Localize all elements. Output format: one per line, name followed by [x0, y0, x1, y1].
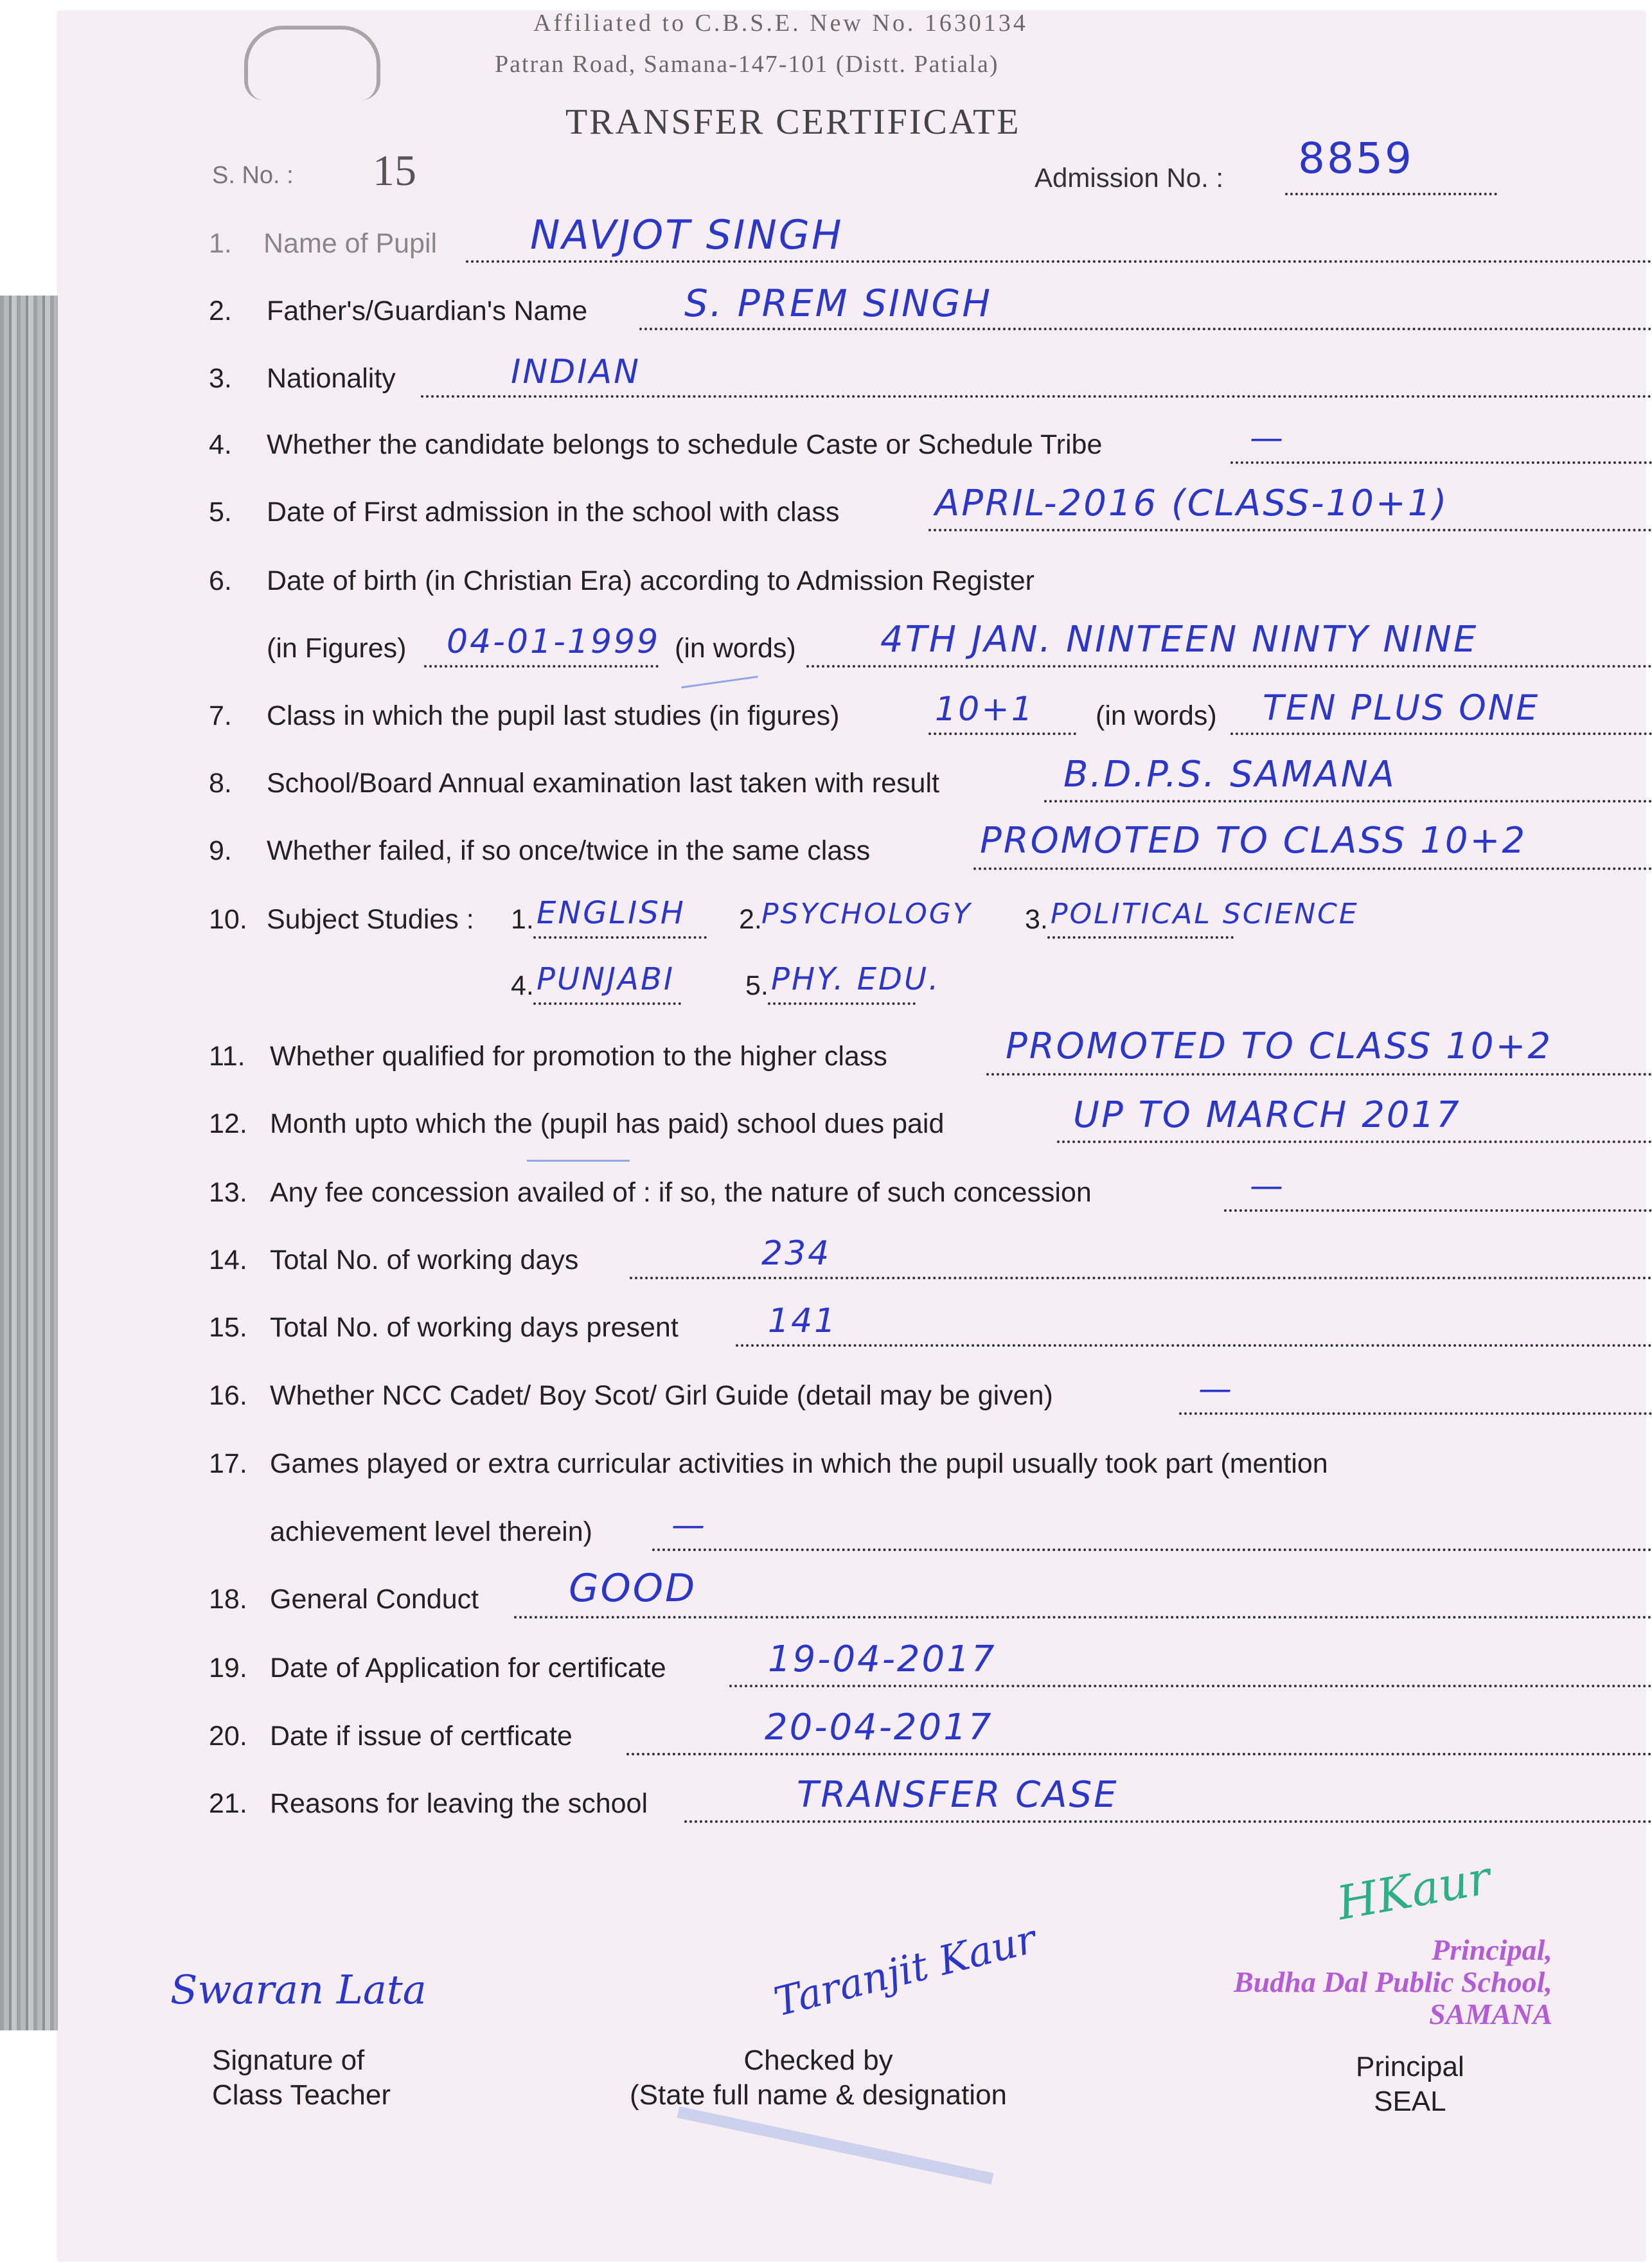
- field-label: Father's/Guardian's Name: [267, 296, 588, 326]
- field-dots: [639, 328, 1652, 330]
- last-exam-value: B.D.P.S. SAMANA: [1063, 754, 1396, 795]
- field-dots: [729, 1685, 1652, 1687]
- field-label: Name of Pupil: [263, 228, 438, 259]
- last-class-words-label: (in words): [1096, 700, 1217, 731]
- field-dots: [684, 1820, 1652, 1823]
- class-teacher-signature: Swaran Lata: [170, 1966, 427, 2013]
- ncc-value: —: [1198, 1370, 1234, 1408]
- field-dots: [424, 665, 659, 668]
- field-number: 13.: [209, 1177, 247, 1208]
- school-seal-stamp: [1234, 1934, 1552, 2030]
- field-dots: [1230, 461, 1652, 464]
- field-number: 3.: [209, 363, 232, 394]
- promotion-value: PROMOTED TO CLASS 10+2: [1006, 1025, 1553, 1067]
- checked-by-signature: Taranjit Kaur: [769, 1915, 1041, 2026]
- field-label: Nationality: [267, 363, 396, 394]
- field-dots: [986, 1073, 1652, 1076]
- fee-concession-value: —: [1250, 1167, 1285, 1205]
- caption-line: Checked by: [743, 2045, 893, 2076]
- field-label: Subject Studies :: [267, 904, 474, 935]
- field-label: Any fee concession availed of : if so, the nature of such concession: [270, 1177, 1092, 1208]
- admission-value: 8859: [1298, 134, 1414, 183]
- field-dots: [928, 732, 1076, 735]
- caste-value: —: [1250, 419, 1285, 457]
- field-dots: [1179, 1412, 1652, 1415]
- field-label: Date of birth (in Christian Era) according to Admission Register: [267, 565, 1035, 596]
- field-label: Total No. of working days: [270, 1245, 579, 1275]
- field-number: 7.: [209, 700, 232, 731]
- subject-1-value: ENGLISH: [537, 895, 686, 931]
- caption-line: SEAL: [1374, 2086, 1446, 2117]
- caption-line: Class Teacher: [212, 2079, 391, 2111]
- field-dots: [928, 529, 1652, 531]
- field-number: 21.: [209, 1788, 247, 1819]
- field-label: Whether the candidate belongs to schedule Caste or Schedule Tribe: [267, 429, 1103, 460]
- field-dots: [1057, 1140, 1652, 1143]
- caption-line: Principal: [1356, 2051, 1464, 2082]
- field-dots: [626, 1753, 1652, 1755]
- dob-words-value: 4TH JAN. NINTEEN NINTY NINE: [880, 619, 1479, 661]
- field-label: School/Board Annual examination last taken with result: [267, 768, 939, 799]
- field-dots: [768, 1002, 916, 1005]
- pen-mark: [527, 1160, 630, 1162]
- checked-by-caption: [630, 2043, 1007, 2113]
- field-number: 10.: [209, 904, 247, 935]
- subject-number: 2.: [739, 904, 762, 935]
- caption-line: (State full name & designation: [630, 2079, 1008, 2111]
- field-label: Date if issue of certficate: [270, 1721, 573, 1752]
- field-dots: [514, 1616, 1652, 1619]
- field-number: 19.: [209, 1653, 247, 1683]
- field-label: Total No. of working days present: [270, 1312, 679, 1343]
- leaving-reason-value: TRANSFER CASE: [797, 1774, 1119, 1816]
- field-label: Class in which the pupil last studies (in figures): [267, 700, 840, 731]
- scanner-edge-strip: [0, 296, 61, 2030]
- field-label: Games played or extra curricular activities in which the pupil usually took part (mention: [270, 1448, 1328, 1479]
- caption-line: Signature of: [212, 2045, 365, 2076]
- dob-words-label: (in words): [675, 633, 796, 664]
- admission-dots: [1285, 193, 1497, 195]
- subject-number: 1.: [511, 904, 534, 935]
- field-dots: [533, 936, 707, 939]
- field-dots: [806, 665, 1652, 668]
- dob-figures-label: (in Figures): [267, 633, 407, 664]
- field-dots: [466, 260, 1652, 263]
- serial-label: S. No. :: [212, 162, 294, 189]
- last-class-figures-value: 10+1: [935, 690, 1035, 729]
- field-number: 8.: [209, 768, 232, 799]
- field-label: Month upto which the (pupil has paid) school dues paid: [270, 1108, 945, 1139]
- field-dots: [1224, 1209, 1652, 1212]
- application-date-value: 19-04-2017: [768, 1638, 997, 1680]
- affiliation-line: Affiliated to C.B.S.E. New No. 1630134: [533, 10, 1028, 37]
- subject-number: 3.: [1025, 904, 1048, 935]
- pupil-name-value: NAVJOT SINGH: [530, 211, 844, 258]
- games-value: —: [671, 1506, 707, 1545]
- dob-figures-value: 04-01-1999: [447, 623, 661, 661]
- field-number: 15.: [209, 1312, 247, 1343]
- subject-4-value: PUNJABI: [537, 961, 675, 997]
- field-number: 2.: [209, 296, 232, 326]
- subject-number: 4.: [511, 970, 534, 1001]
- field-label: Whether qualified for promotion to the higher class: [270, 1041, 887, 1072]
- field-label: Whether failed, if so once/twice in the same class: [267, 835, 871, 866]
- conduct-value: GOOD: [569, 1566, 697, 1611]
- field-number: 18.: [209, 1584, 247, 1615]
- field-dots: [421, 395, 1652, 398]
- field-number: 4.: [209, 429, 232, 460]
- class-teacher-caption: [212, 2043, 391, 2113]
- principal-signature: HKaur: [1333, 1850, 1495, 1931]
- school-crest-icon: [244, 26, 380, 100]
- field-dots: [973, 867, 1652, 870]
- field-label: Date of First admission in the school with class: [267, 497, 840, 528]
- field-dots: [533, 1002, 681, 1005]
- field-number: 20.: [209, 1721, 247, 1752]
- field-label: achievement level therein): [270, 1516, 592, 1547]
- field-label: General Conduct: [270, 1584, 479, 1615]
- issue-date-value: 20-04-2017: [765, 1707, 993, 1748]
- field-label: Reasons for leaving the school: [270, 1788, 648, 1819]
- field-number: 5.: [209, 497, 232, 528]
- working-days-value: 234: [761, 1234, 831, 1273]
- subject-number: 5.: [745, 970, 768, 1001]
- seal-line: Principal,: [1432, 1933, 1552, 1966]
- address-line: Patran Road, Samana-147-101 (Distt. Patiala): [495, 51, 999, 78]
- field-number: 9.: [209, 835, 232, 866]
- subject-5-value: PHY. EDU.: [771, 961, 941, 997]
- last-class-words-value: TEN PLUS ONE: [1263, 688, 1540, 728]
- field-label: Date of Application for certificate: [270, 1653, 666, 1683]
- page-title: TRANSFER CERTIFICATE: [565, 102, 1021, 142]
- field-number: 14.: [209, 1245, 247, 1275]
- subject-2-value: PSYCHOLOGY: [761, 898, 972, 930]
- field-dots: [736, 1344, 1652, 1347]
- serial-value: 15: [373, 146, 416, 195]
- first-admission-value: APRIL-2016 (CLASS-10+1): [935, 483, 1449, 524]
- field-number: 17.: [209, 1448, 247, 1479]
- field-number: 16.: [209, 1380, 247, 1411]
- subject-3-value: POLITICAL SCIENCE: [1051, 898, 1359, 930]
- field-dots: [1047, 936, 1234, 939]
- failed-value: PROMOTED TO CLASS 10+2: [980, 820, 1527, 862]
- admission-label: Admission No. :: [1035, 163, 1224, 193]
- field-label: Whether NCC Cadet/ Boy Scot/ Girl Guide (detail may be given): [270, 1380, 1053, 1411]
- field-dots: [1044, 800, 1652, 803]
- field-number: 11.: [209, 1041, 245, 1072]
- seal-line: SAMANA: [1429, 1998, 1552, 2030]
- field-dots: [630, 1277, 1652, 1279]
- principal-caption: [1356, 2050, 1464, 2119]
- field-number: 1.: [209, 228, 232, 259]
- guardian-name-value: S. PREM SINGH: [684, 281, 992, 325]
- field-dots: [652, 1549, 1652, 1551]
- dues-paid-value: UP TO MARCH 2017: [1073, 1094, 1461, 1136]
- field-dots: [1230, 732, 1652, 735]
- field-number: 12.: [209, 1108, 247, 1139]
- days-present-value: 141: [768, 1302, 838, 1340]
- field-number: 6.: [209, 565, 232, 596]
- nationality-value: INDIAN: [511, 353, 641, 391]
- seal-line: Budha Dal Public School,: [1234, 1966, 1552, 1998]
